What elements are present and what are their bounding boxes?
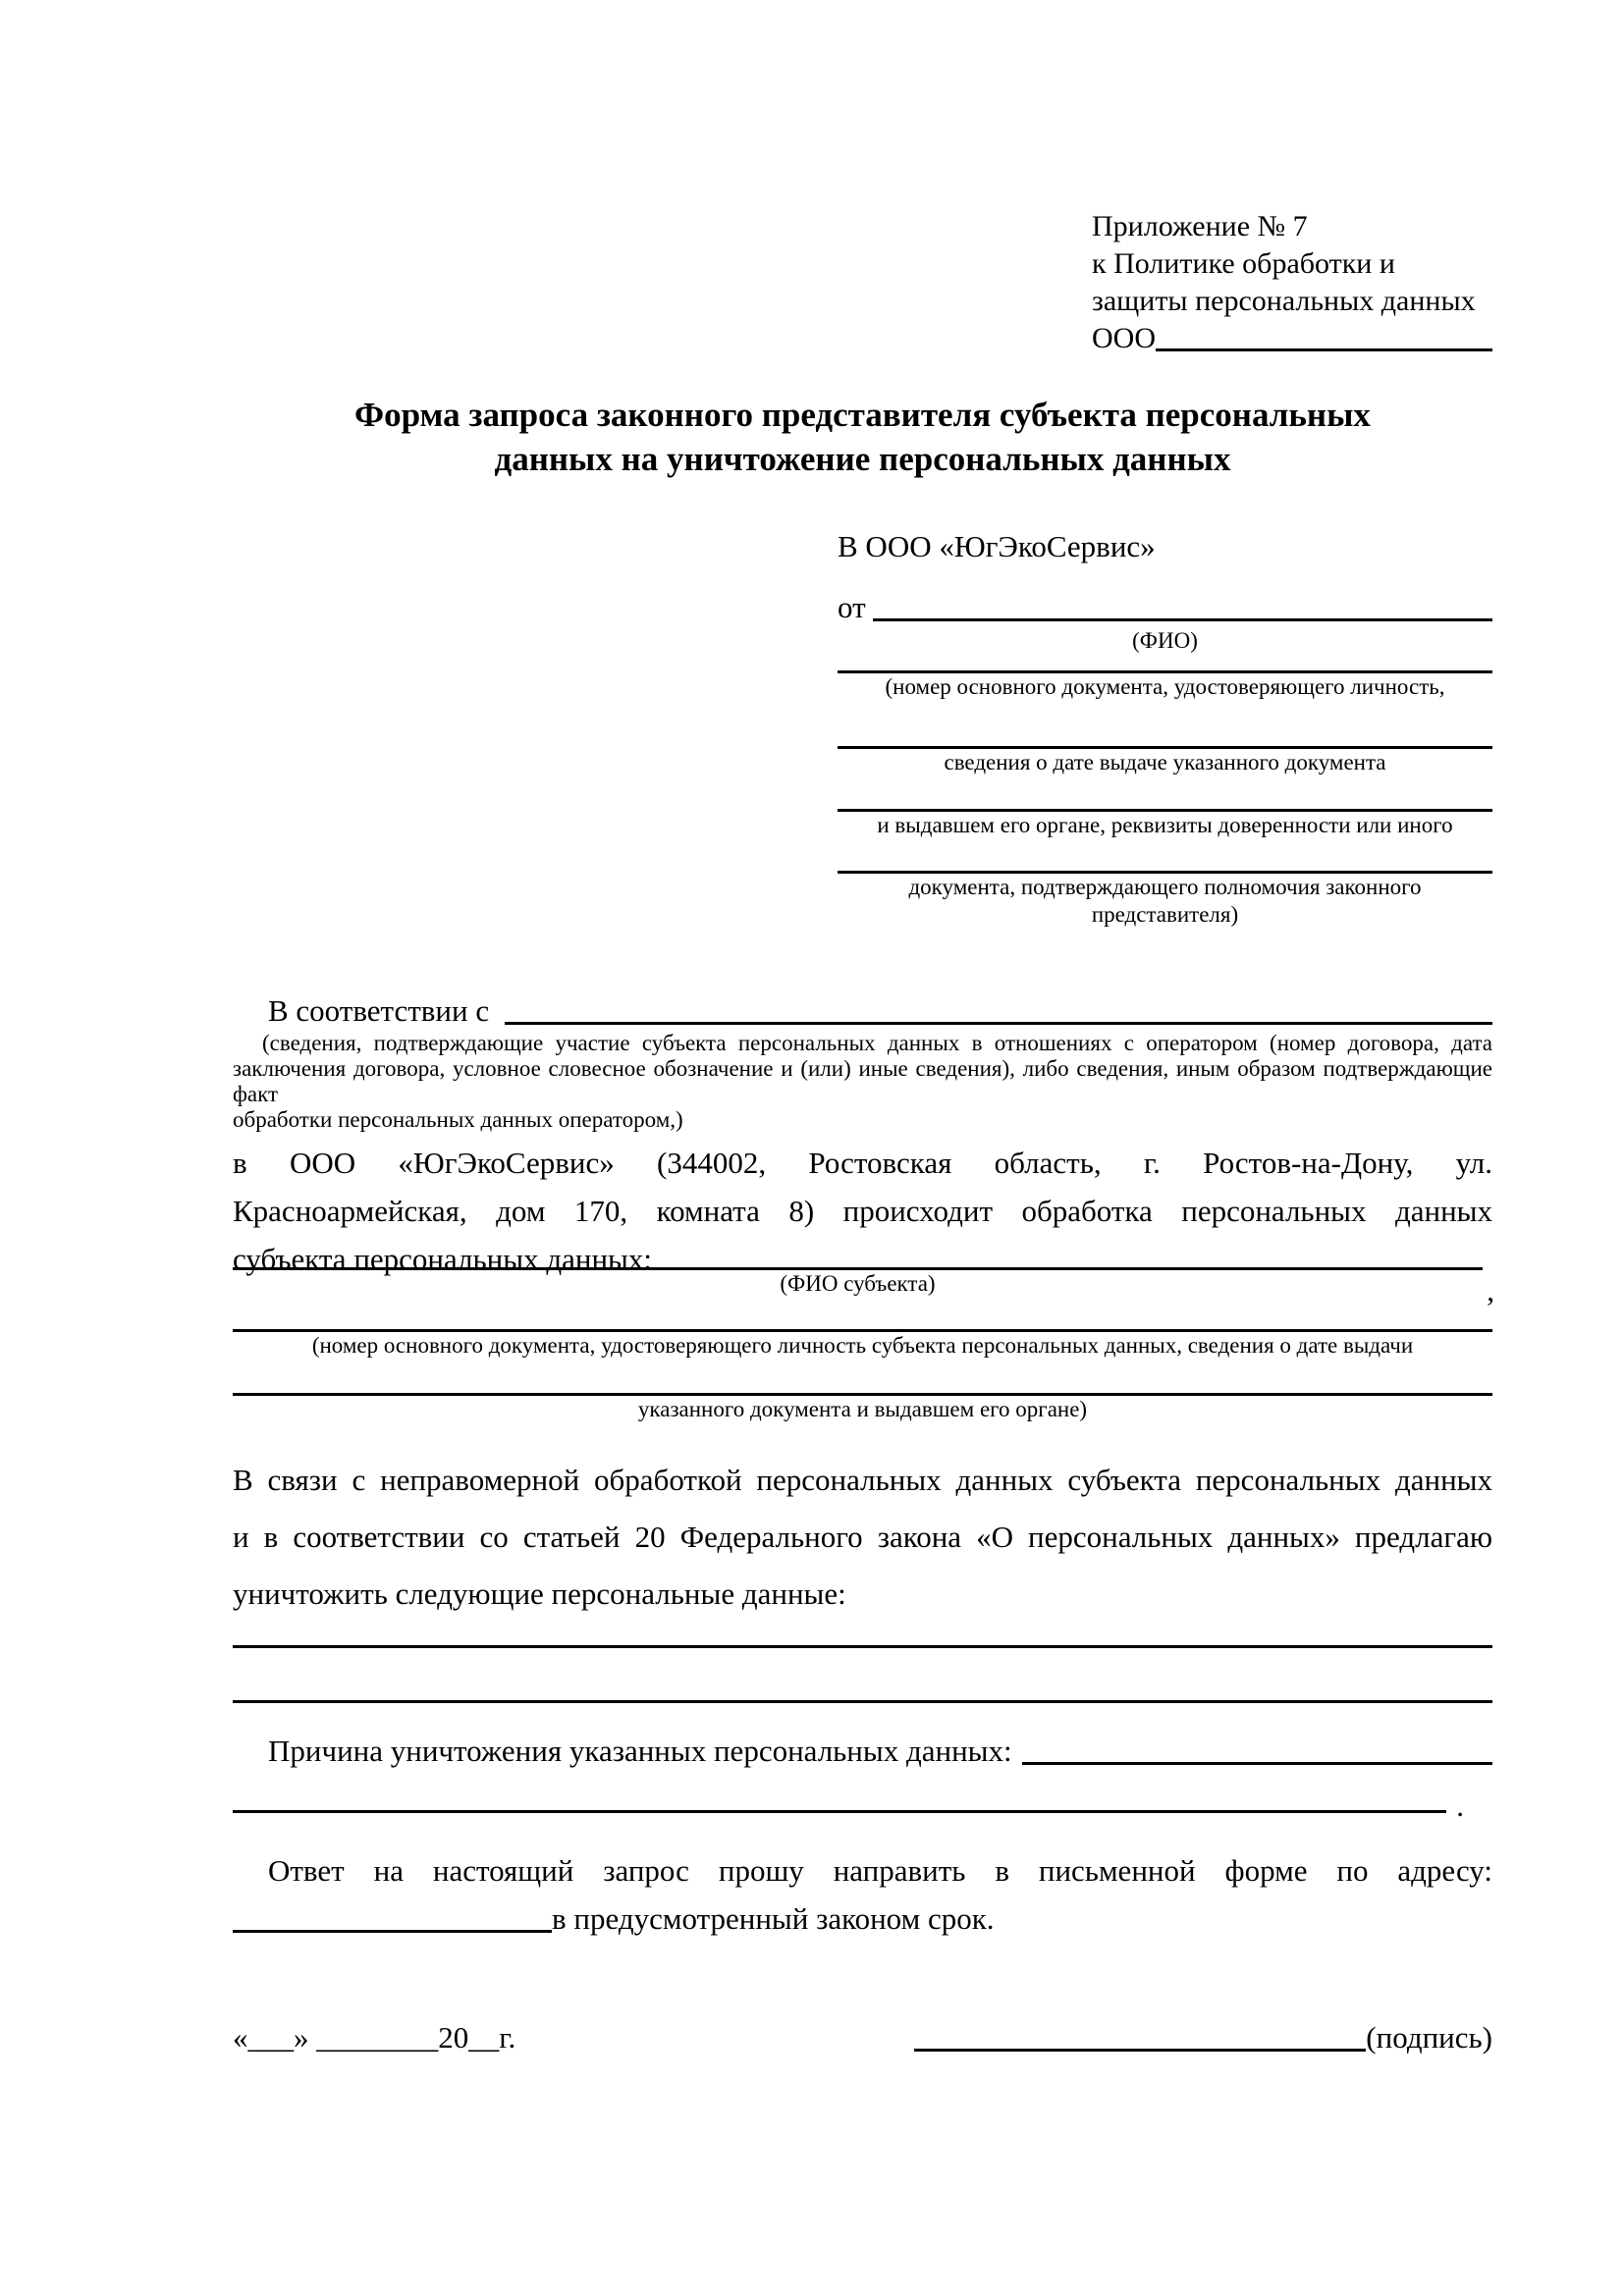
reply-lead-line: Ответ на настоящий запрос прошу направить в письменной форме по адресу: [268, 1853, 1492, 1888]
reason-label: Причина уничтожения указанных персональных данных: [268, 1734, 1012, 1768]
form-title-line-2: данных на уничтожение персональных данных [494, 440, 1231, 478]
from-blank-line [873, 588, 1492, 621]
subject-fields [233, 1267, 1492, 1423]
unlawful-paragraph-line-2: и в соответствии со статьей 20 Федерального закона «О персональных данных» предлагаю [233, 1520, 1492, 1554]
field-caption: указанного документа и выдавшем его органе) [637, 1397, 1088, 1421]
unlawful-paragraph-line-3: уничтожить следующие персональные данные: [233, 1576, 846, 1611]
reply-section [233, 1842, 1492, 1939]
field-caption: (номер основного документа, удостоверяющего личность субъекта персональных данных, сведения о дате выдачи [311, 1333, 1414, 1358]
field-caption: (ФИО субъекта) [780, 1271, 936, 1296]
accordance-section [233, 991, 1492, 1133]
accordance-note-line-2: заключения договора, условное словесное обозначение и (или) иные сведения), либо сведения, иным образом подтверждающие факт [233, 1056, 1492, 1106]
date-template: «___» ________20__г. [233, 2020, 516, 2055]
addressee-block [838, 527, 1492, 929]
unlawful-processing-paragraph [233, 1452, 1492, 1623]
accordance-note-line-3: обработки персональных данных оператором,) [233, 1107, 683, 1132]
from-label: от [838, 590, 874, 624]
field-caption: (номер основного документа, удостоверяющего личность, [885, 674, 1445, 699]
signature-caption: (подпись) [1366, 2020, 1492, 2055]
company-name-blank-line [1156, 320, 1492, 351]
accordance-blank-line [505, 991, 1492, 1025]
blank-field-line [233, 1810, 1446, 1813]
identity-doc-field-1 [838, 670, 1492, 701]
reason-field [233, 1732, 1492, 1771]
appendix-block [1092, 208, 1492, 357]
signature-blank-line [914, 2018, 1366, 2052]
company-prefix-label: ООО [1092, 322, 1156, 354]
accordance-note [233, 1031, 1492, 1133]
identity-doc-field-2 [838, 746, 1492, 776]
accordance-field [233, 991, 1492, 1031]
appendix-line-2: к Политике обработки и [1092, 247, 1395, 280]
form-title [233, 393, 1492, 481]
reply-address-field [233, 1899, 1492, 1939]
identity-doc-field-3 [838, 809, 1492, 839]
fio-caption: (ФИО) [1132, 628, 1198, 653]
date-signature-row [233, 2018, 1492, 2057]
accordance-note-line-1: (сведения, подтверждающие участие субъекта персональных данных в отношениях с оператором (номер договора, дата [262, 1031, 1492, 1055]
field-caption: сведения о дате выдаче указанного документа [944, 750, 1386, 774]
operator-paragraph-line-1: в ООО «ЮгЭкоСервис» (344002, Ростовская область, г. Ростов-на-Дону, ул. [233, 1146, 1492, 1180]
identity-doc-field-4 [838, 871, 1492, 929]
signature-field [914, 2018, 1492, 2057]
reason-blank-line [1022, 1732, 1492, 1765]
addressee-organization: В ООО «ЮгЭкоСервис» [838, 529, 1156, 563]
data-to-destroy-blank-line-2 [233, 1700, 1492, 1703]
data-to-destroy-blank-line-1 [233, 1645, 1492, 1648]
operator-paragraph-line-3: субъекта персональных данных: [233, 1242, 652, 1276]
form-title-line-1: Форма запроса законного представителя субъекта персональных [354, 396, 1371, 434]
trailing-period: . [1456, 1789, 1464, 1823]
from-field [838, 588, 1492, 627]
unlawful-paragraph-line-1: В связи с неправомерной обработкой персональных данных субъекта персональных данных [233, 1463, 1492, 1497]
operator-paragraph [233, 1139, 1492, 1283]
subject-fio-field [233, 1267, 1494, 1308]
subject-doc-field-2 [233, 1393, 1492, 1423]
appendix-company-row [1092, 320, 1492, 357]
trailing-comma: , [1487, 1273, 1494, 1308]
appendix-line-3: защиты персональных данных [1092, 285, 1476, 317]
address-blank-line [233, 1899, 552, 1933]
operator-paragraph-line-2: Красноармейская, дом 170, комната 8) происходит обработка персональных данных [233, 1194, 1492, 1228]
reply-tail-text: в предусмотренный законом срок. [552, 1901, 995, 1936]
field-caption: и выдавшем его органе, реквизиты доверенности или иного [877, 813, 1453, 837]
reason-continuation-field [233, 1789, 1464, 1823]
accordance-label: В соответствии с [268, 993, 497, 1028]
appendix-line-1: Приложение № 7 [1092, 210, 1308, 242]
field-caption: документа, подтверждающего полномочия законного представителя) [908, 875, 1422, 927]
subject-doc-field-1 [233, 1329, 1492, 1360]
